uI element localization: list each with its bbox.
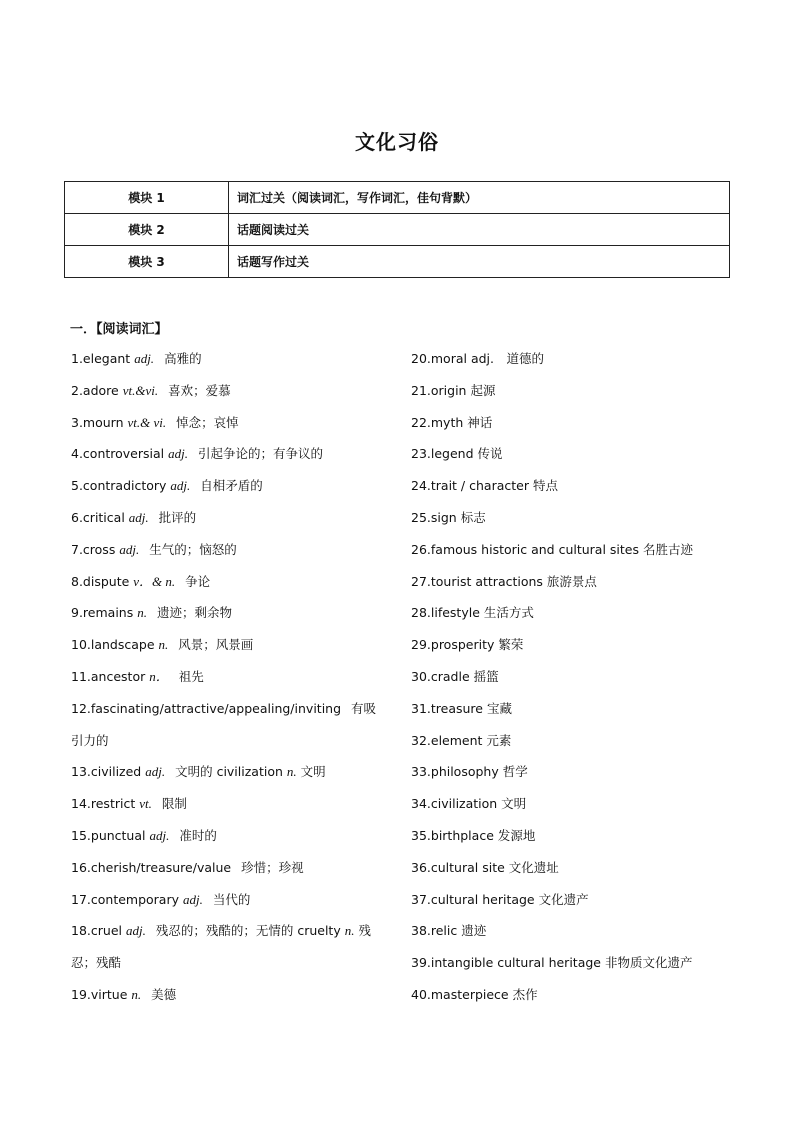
vocab-item [71, 438, 386, 470]
vocab-word: 2.adore [71, 382, 119, 398]
vocab-word: 17.contemporary [71, 891, 180, 907]
vocab-pos: vt. [139, 796, 152, 812]
page-title: 文化习俗 [355, 130, 439, 154]
vocab-item [71, 343, 386, 375]
vocab-item [71, 375, 386, 407]
vocab-item [71, 629, 386, 661]
vocab-word: 14.restrict [71, 796, 136, 812]
vocab-pos: adj. [168, 446, 188, 462]
module-desc: 话题阅读过关 [229, 214, 730, 246]
vocab-item [71, 566, 386, 598]
vocab-item: 30.cradle 摇篮 [411, 668, 499, 684]
vocab-item: 25.sign 标志 [411, 509, 486, 525]
vocab-item: 37.cultural heritage 文化遗产 [411, 891, 589, 907]
vocab-word: 4.controversial [71, 446, 165, 462]
vocab-item [71, 756, 386, 788]
vocab-pos: adj. [125, 923, 146, 939]
vocab-meaning: 文明的 civilization [175, 764, 283, 780]
vocab-item: 38.relic 遗迹 [411, 923, 487, 939]
vocab-meaning: 残忍；残酷 [71, 923, 371, 971]
vocab-item: 24.trait / character 特点 [411, 478, 558, 494]
vocab-meaning: 遗迹；剩余物 [156, 605, 232, 621]
vocab-item [71, 534, 386, 566]
vocab-item [71, 661, 386, 693]
vocab-item [71, 979, 386, 1011]
vocab-word: 13.civilized [71, 764, 142, 780]
vocab-meaning: 引起争论的；有争议的 [198, 446, 324, 462]
vocab-meaning: 祖先 [178, 668, 204, 684]
vocab-pos: adj. [183, 891, 203, 907]
vocab-item: 31.treasure 宝藏 [411, 700, 512, 716]
vocab-pos: adj. [119, 541, 140, 557]
vocab-pos: n. [344, 923, 355, 939]
vocab-list-right [411, 343, 741, 1011]
vocab-pos: vt.& vi. [127, 414, 167, 430]
vocab-meaning: 生气的；恼怒的 [149, 541, 237, 557]
vocab-word: 9.remains [71, 605, 134, 621]
vocab-meaning: 批评的 [158, 509, 197, 525]
vocab-item [71, 470, 386, 502]
vocab-pos: v．& n. [133, 573, 176, 589]
vocab-item [71, 502, 386, 534]
vocab-item: 35.birthplace 发源地 [411, 827, 536, 843]
vocab-word: 6.critical [71, 509, 125, 525]
vocab-word: 11.ancestor [71, 668, 146, 684]
vocab-item: 36.cultural site 文化遗址 [411, 859, 559, 875]
vocab-item [71, 788, 386, 820]
vocab-item: 26.famous historic and cultural sites 名胜古迹 [411, 541, 693, 557]
vocab-pos: n． [149, 668, 169, 684]
vocab-word: 3.mourn [71, 414, 124, 430]
vocab-item: 23.legend 传说 [411, 446, 503, 462]
module-desc: 词汇过关（阅读词汇，写作词汇，佳句背默） [229, 182, 730, 214]
vocab-meaning: 高雅的 [164, 351, 202, 366]
vocab-meaning: 争论 [185, 573, 211, 589]
vocab-pos: vt.&vi. [122, 382, 159, 398]
vocab-item [71, 884, 386, 916]
vocab-word: 16.cherish/treasure/value [71, 859, 232, 875]
vocab-item [71, 820, 386, 852]
vocab-meaning: 文明 [300, 764, 326, 780]
vocab-item [71, 597, 386, 629]
vocab-word: 19.virtue [71, 986, 128, 1002]
vocab-item: 32.element 元素 [411, 732, 512, 748]
vocab-word: 15.punctual [71, 827, 146, 843]
vocab-pos: n. [137, 605, 147, 621]
vocab-item [71, 915, 386, 979]
vocab-item: 27.tourist attractions 旅游景点 [411, 573, 597, 589]
vocab-pos: n. [158, 637, 169, 653]
vocab-meaning: 喜欢；爱慕 [168, 382, 231, 398]
vocab-meaning: 准时的 [179, 827, 217, 843]
module-desc: 话题写作过关 [229, 246, 730, 278]
vocab-item: 29.prosperity 繁荣 [411, 637, 524, 653]
vocab-item [71, 693, 386, 757]
vocab-item: 20.moral adj. 道德的 [411, 351, 544, 366]
vocab-item [71, 407, 386, 439]
vocab-pos: n. [286, 764, 297, 780]
vocab-meaning: 自相矛盾的 [200, 478, 263, 494]
module-name: 模块 3 [65, 246, 229, 278]
vocab-word: 10.landscape [71, 637, 155, 653]
vocab-pos: n. [131, 986, 142, 1002]
vocab-meaning: 残忍的；残酷的；无情的 cruelty [155, 923, 341, 939]
module-name: 模块 1 [65, 182, 229, 214]
vocab-pos: adj. [134, 351, 155, 366]
vocab-meaning: 当代的 [212, 891, 251, 907]
vocab-pos: adj. [149, 827, 170, 843]
vocab-word: 1.elegant [71, 351, 131, 366]
table-row [65, 182, 730, 214]
vocab-meaning: 悼念；哀悼 [176, 414, 239, 430]
vocab-word: 5.contradictory [71, 478, 167, 494]
vocab-pos: adj. [128, 509, 149, 525]
vocab-item: 21.origin 起源 [411, 382, 496, 398]
vocab-meaning: 有吸引力的 [71, 700, 377, 748]
table-row [65, 246, 730, 278]
vocab-item: 34.civilization 文明 [411, 796, 527, 812]
vocab-word: 18.cruel [71, 923, 122, 939]
vocab-meaning: 美德 [151, 986, 177, 1002]
vocab-item: 40.masterpiece 杰作 [411, 986, 538, 1002]
vocab-item: 33.philosophy 哲学 [411, 764, 528, 780]
vocab-word: 7.cross [71, 541, 116, 557]
vocab-meaning: 风景；风景画 [178, 637, 254, 653]
module-name: 模块 2 [65, 214, 229, 246]
vocab-word: 8.dispute [71, 573, 130, 589]
module-table [64, 181, 730, 278]
vocab-meaning: 限制 [161, 796, 187, 812]
vocab-list-left [71, 343, 386, 1011]
vocab-pos: adj. [170, 478, 191, 494]
vocab-item [71, 852, 386, 884]
section-heading: 一．【阅读词汇】 [70, 322, 168, 337]
vocab-item: 28.lifestyle 生活方式 [411, 605, 534, 621]
vocab-word: 12.fascinating/attractive/appealing/inviting [71, 700, 342, 716]
vocab-pos: adj. [145, 764, 166, 780]
vocab-meaning: 珍惜；珍视 [241, 859, 304, 875]
vocab-item: 22.myth 神话 [411, 414, 493, 430]
vocab-item: 39.intangible cultural heritage 非物质文化遗产 [411, 955, 693, 971]
table-row [65, 214, 730, 246]
